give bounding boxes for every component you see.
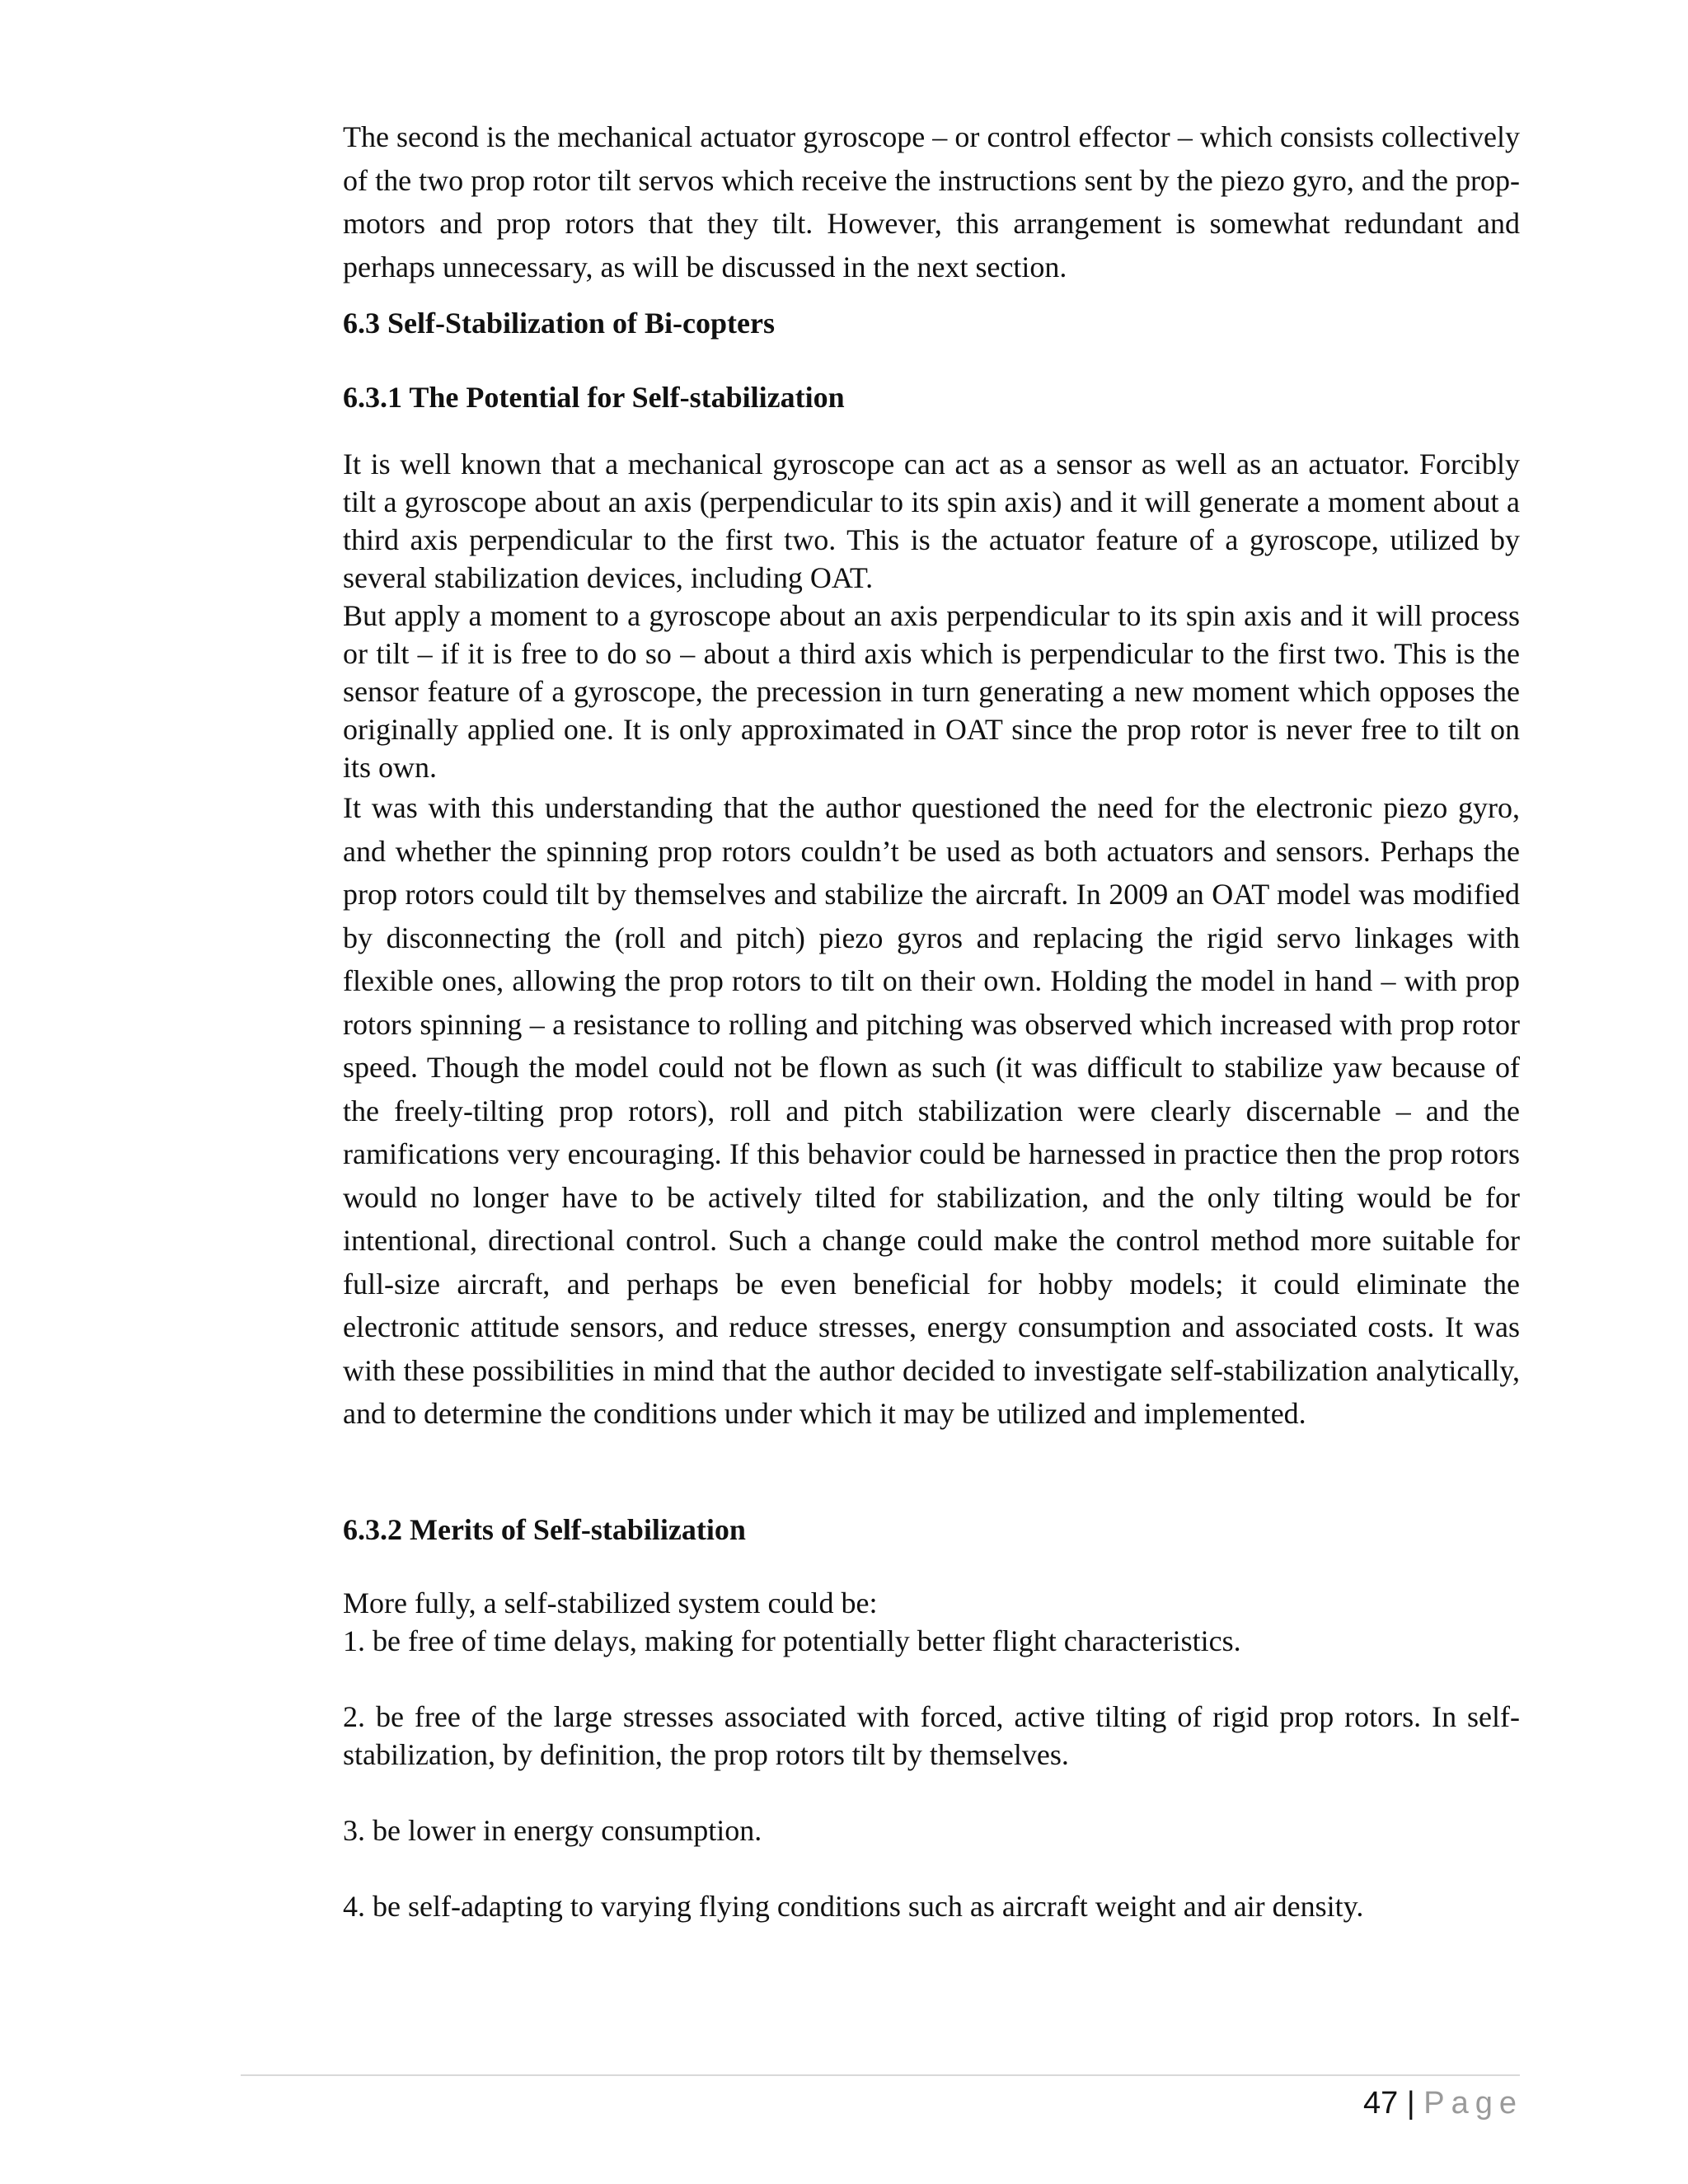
merit-item-2: 2. be free of the large stresses associated with forced, active tilting of rigid prop rotors. In self-stabilization, by definition, the prop rotors tilt by themselves. [343,1699,1520,1771]
merit-item-1: 1. be free of time delays, making for potentially better flight characteristics. [343,1624,1241,1657]
potential-paragraph-2: But apply a moment to a gyroscope about an axis perpendicular to its spin axis and it will process or tilt – if it is free to do so – about a third axis which is perpendicular to the first two. This is the sensor feature of a gyroscope, the precession in turn generating a new moment which opposes the originally applied one. It is only approximated in OAT since the prop rotor is never free to tilt on its own. [343,599,1520,784]
section-heading-6-3-2: 6.3.2 Merits of Self-stabilization [343,1512,746,1546]
potential-paragraph-3: It was with this understanding that the author questioned the need for the electronic piezo gyro, and whether the spinning prop rotors couldn’t be used as both actuators and sensors. Perhaps the prop rotors could tilt by themselves and stabilize the aircraft. In 2009 an OAT model was modified by disconnecting the (roll and pitch) piezo gyros and replacing the rigid servo linkages with flexible ones, allowing the prop rotors to tilt on their own. Holding the model in hand – with prop rotors spinning – a resistance to rolling and pitching was observed which increased with prop rotor speed. Though the model could not be flown as such (it was difficult to stabilize yaw because of the freely-tilting prop rotors), roll and pitch stabilization were clearly discernable – and the ramifications very encouraging. If this behavior could be harnessed in practice then the prop rotors would no longer have to be actively tilted for stabilization, and the only tilting would be for intentional, directional control. Such a change could make the control method more suitable for full-size aircraft, and perhaps be even beneficial for hobby models; it could eliminate the electronic attitude sensors, and reduce stresses, energy consumption and associated costs. It was with these possibilities in mind that the author decided to investigate self-stabilization analytically, and to determine the conditions under which it may be utilized and implemented. [343,791,1520,1430]
merits-lead: More fully, a self-stabilized system could be: [343,1586,878,1619]
merit-item-3: 3. be lower in energy consumption. [343,1813,762,1847]
page-number: 47 [1362,2086,1399,2121]
potential-paragraph-1: It is well known that a mechanical gyroscope can act as a sensor as well as an actuator. Forcibly tilt a gyroscope about an axis (perpendicular to its spin axis) and it will generate a moment about a third axis perpendicular to the first two. This is the actuator feature of a gyroscope, utilized by several stabilization devices, including OAT. [343,448,1520,594]
merit-item-4: 4. be self-adapting to varying flying conditions such as aircraft weight and air density. [343,1889,1364,1923]
intro-paragraph: The second is the mechanical actuator gyroscope – or control effector – which consists collectively of the two prop rotor tilt servos which receive the instructions sent by the piezo gyro, and the prop-motors and prop rotors that they tilt. However, this arrangement is somewhat redundant and perhaps unnecessary, as will be discussed in the next section. [343,120,1520,284]
footer-separator: | [1406,2086,1415,2121]
page-body [343,115,1520,1925]
footer-divider [241,2074,1520,2076]
section-heading-6-3: 6.3 Self-Stabilization of Bi-copters [343,307,775,340]
page-footer [1363,2083,1523,2123]
page-label: Page [1423,2086,1523,2121]
section-heading-6-3-1: 6.3.1 The Potential for Self-stabilization [343,381,845,414]
